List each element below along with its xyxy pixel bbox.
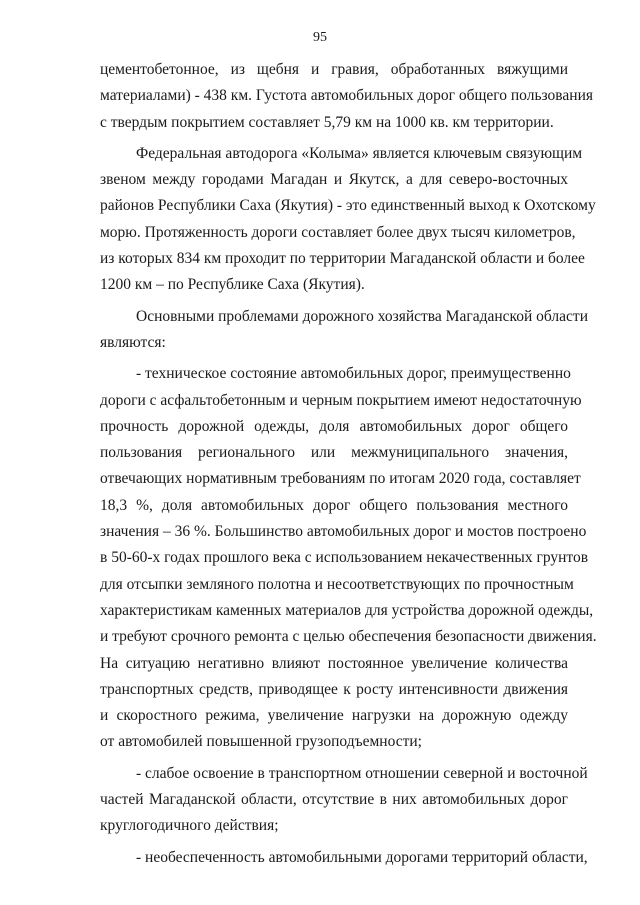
text-line: частей Магаданской области, отсутствие в них автомобильных дорог — [100, 791, 568, 809]
text-line: дороги с асфальтобетонным и черным покрытием имеют недостаточную — [100, 391, 582, 409]
paragraph — [100, 845, 588, 871]
text-line: значения – 36 %. Большинство автомобильных дорог и мостов построено — [100, 523, 587, 541]
text-line: пользования регионального или межмуниципального значения, — [100, 444, 568, 462]
text-line: - слабое освоение в транспортном отношении северной и восточной — [136, 764, 588, 782]
text-line: - техническое состояние автомобильных дорог, преимущественно — [136, 365, 571, 383]
text-line: из которых 834 км проходит по территории Магаданской области и более — [100, 250, 585, 268]
text-line: 1200 км – по Республике Саха (Якутия). — [100, 276, 365, 294]
text-line: морю. Протяженность дороги составляет более двух тысяч километров, — [100, 223, 576, 241]
text-line: и требуют срочного ремонта с целью обеспечения безопасности движения. — [100, 628, 597, 646]
document-body — [100, 57, 597, 871]
text-line: прочность дорожной одежды, доля автомобильных дорог общего — [100, 417, 568, 435]
text-line: материалами) - 438 км. Густота автомобильных дорог общего пользования — [100, 87, 594, 105]
text-line: являются: — [100, 333, 166, 351]
text-line: от автомобилей повышенной грузоподъемности; — [100, 733, 422, 751]
paragraph — [100, 361, 597, 755]
paragraph — [100, 304, 588, 357]
text-line: с твердым покрытием составляет 5,79 км на 1000 кв. км территории. — [100, 113, 554, 131]
text-line: Основными проблемами дорожного хозяйства Магаданской области — [136, 307, 588, 325]
text-line: характеристикам каменных материалов для устройства дорожной одежды, — [100, 601, 594, 619]
text-line: районов Республики Саха (Якутия) - это единственный выход к Охотскому — [100, 197, 596, 215]
text-line: Федеральная автодорога «Колыма» является ключевым связующим — [136, 144, 583, 162]
text-line: транспортных средств, приводящее к росту интенсивности движения — [100, 680, 568, 698]
text-line: и скоростного режима, увеличение нагрузки на дорожную одежду — [100, 707, 568, 725]
text-line: На ситуацию негативно влияют постоянное увеличение количества — [100, 654, 568, 672]
text-line: - необеспеченность автомобильными дорогами территорий области, — [136, 848, 588, 866]
paragraph — [100, 57, 594, 136]
paragraph — [100, 141, 596, 299]
text-line: для отсыпки земляного полотна и несоответствующих по прочностным — [100, 575, 574, 593]
page-number: 95 — [313, 30, 327, 45]
text-line: отвечающих нормативным требованиям по итогам 2020 года, составляет — [100, 470, 581, 488]
text-line: в 50-60-х годах прошлого века с использованием некачественных грунтов — [100, 549, 589, 567]
text-line: 18,3 %, доля автомобильных дорог общего пользования местного — [100, 496, 568, 514]
text-line: круглогодичного действия; — [100, 817, 279, 835]
text-line: звеном между городами Магадан и Якутск, а для северо-восточных — [100, 171, 568, 189]
text-line: цементобетонное, из щебня и гравия, обработанных вяжущими — [100, 61, 568, 78]
paragraph — [100, 761, 588, 840]
